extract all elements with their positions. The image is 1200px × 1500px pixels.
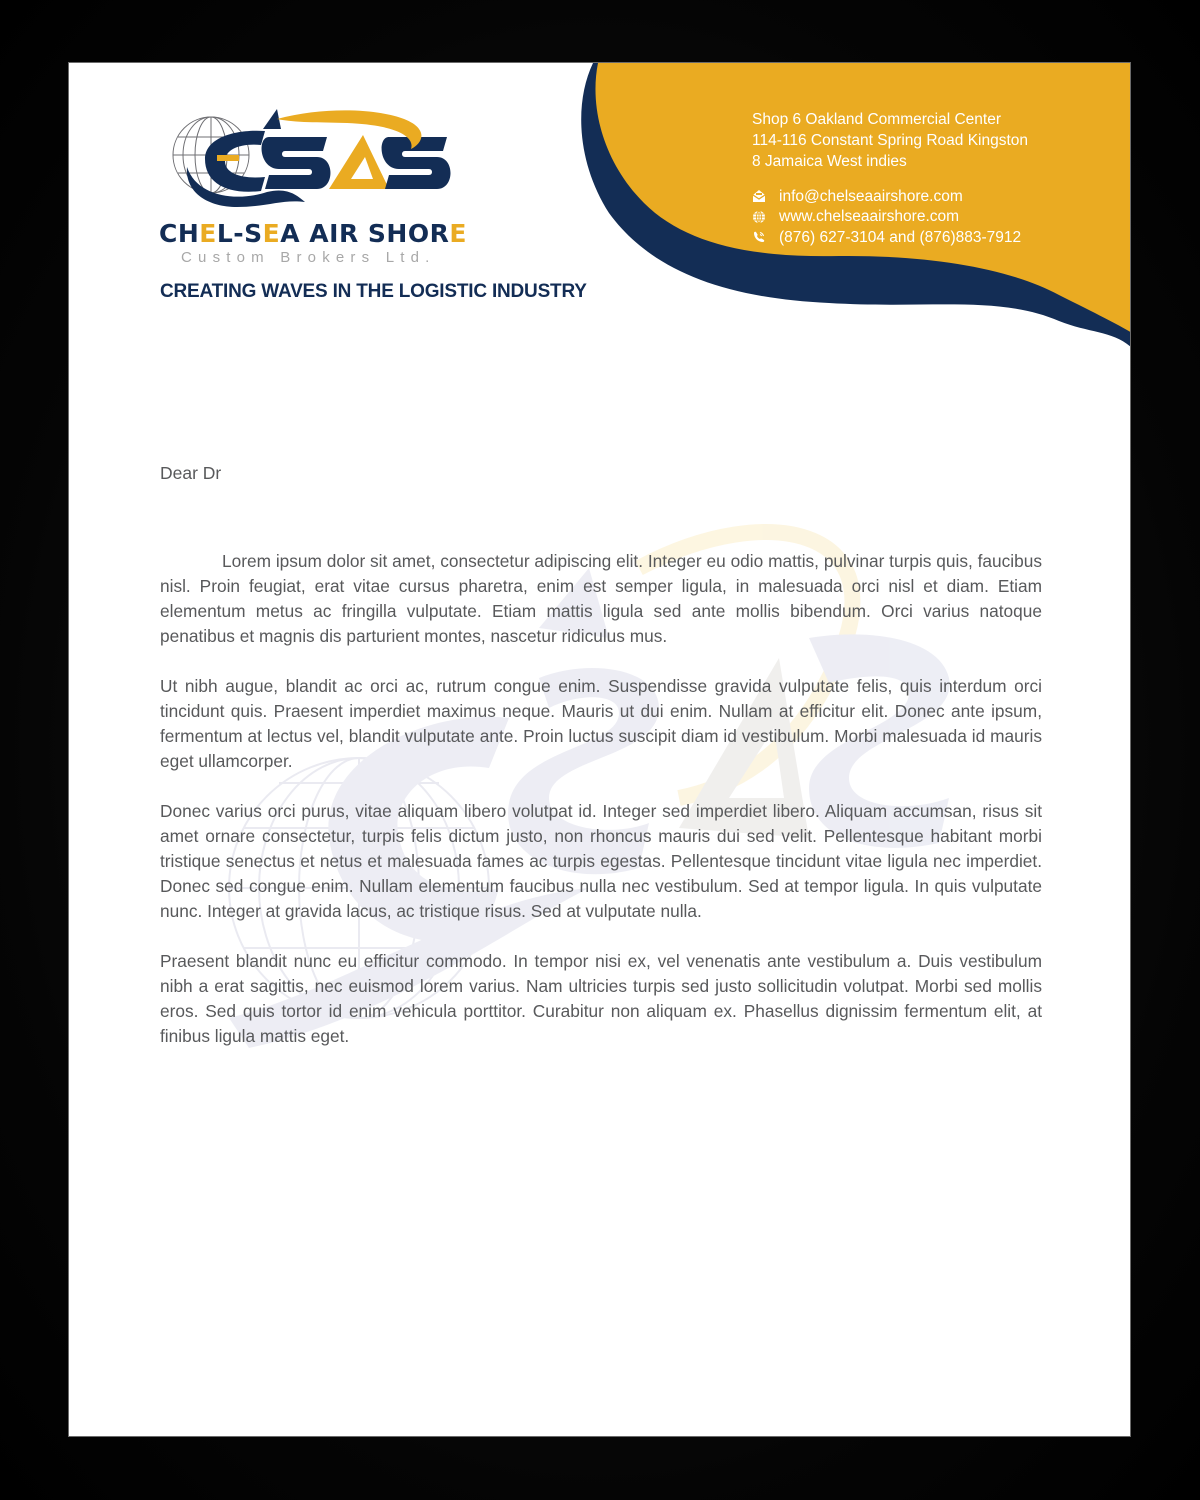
company-logo (157, 107, 477, 267)
globe-icon (752, 210, 766, 224)
contact-phone[interactable] (752, 227, 1028, 248)
address-line-1: Shop 6 Oakland Commercial Center (752, 111, 1001, 128)
tagline: CREATING WAVES IN THE LOGISTIC INDUSTRY (160, 281, 587, 302)
letter-greeting: Dear Dr (160, 463, 222, 483)
paragraph-3: Donec varius orci purus, vitae aliquam libero volutpat id. Integer sed imperdiet libero. Aliquam accumsan, risus sit amet ornare consectetur, turpis felis dictum justo, non rhoncus mauris dui sed velit. Pellentesque habitant morbi tristique senectus et netus et malesuada fames ac turpis egestas. Pellentesque tincidunt vitae ligula nec imperdiet. Donec sed congue enim. Nullam elementum faucibus nulla nec vestibulum. Sed at tempor ligula. In quis vulputate nunc. Integer at gravida lacus, ac tristique risus. Sed at vulputate nulla. (160, 801, 1042, 921)
letter-body (160, 549, 1042, 1074)
address-line-2: 114-116 Constant Spring Road Kingston (752, 132, 1029, 149)
csas-monogram (157, 107, 457, 217)
phone-icon (752, 230, 766, 244)
letterhead-page (68, 62, 1131, 1437)
envelope-icon (752, 189, 766, 203)
company-subtitle: Custom Brokers Ltd. (181, 249, 436, 266)
phone-numbers[interactable]: (876) 627-3104 and (876)883-7912 (779, 228, 1022, 246)
contact-block (752, 109, 1028, 248)
paragraph-4: Praesent blandit nunc eu efficitur commodo. In tempor nisi ex, vel venenatis ante vestibulum a. Duis vestibulum nibh a erat sagittis, nec euismod lorem varius. Nam ultricies turpis sed justo sollicitudin volutpat. Morbi sed mollis eros. Sed quis tortor id enim vehicula porttitor. Curabitur non aliquam ex. Phasellus dignissim fermentum elit, at finibus ligula mattis eget. (160, 951, 1042, 1046)
company-name: CHEL-SEA AIR SHORE (159, 219, 467, 248)
website-link[interactable]: www.chelseaairshore.com (779, 208, 960, 226)
contact-email[interactable] (752, 186, 1028, 207)
contact-website[interactable] (752, 207, 1028, 228)
address-line-3: 8 Jamaica West indies (752, 153, 907, 170)
paragraph-1: Lorem ipsum dolor sit amet, consectetur adipiscing elit. Integer eu odio mattis, pulvinar turpis quis, faucibus nisl. Proin feugiat, erat vitae cursus pharetra, enim est semper ligula, in malesuada orci nisl et diam. Etiam elementum metus ac fringilla vulputate. Etiam mattis ligula sed ante mollis bibendum. Orci varius natoque penatibus et magnis dis parturient montes, nascetur ridiculus mus. (160, 551, 1042, 646)
email-link[interactable]: info@chelseaairshore.com (779, 187, 963, 205)
paragraph-2: Ut nibh augue, blandit ac orci ac, rutrum congue enim. Suspendisse gravida vulputate felis, quis interdum orci tincidunt quis. Praesent imperdiet maximus neque. Mauris ut dui enim. Nullam at efficitur elit. Donec ante ipsum, fermentum at lectus vel, blandit vulputate ante. Proin luctus suscipit diam id vestibulum. Morbi malesuada id mauris eget ullamcorper. (160, 676, 1042, 771)
